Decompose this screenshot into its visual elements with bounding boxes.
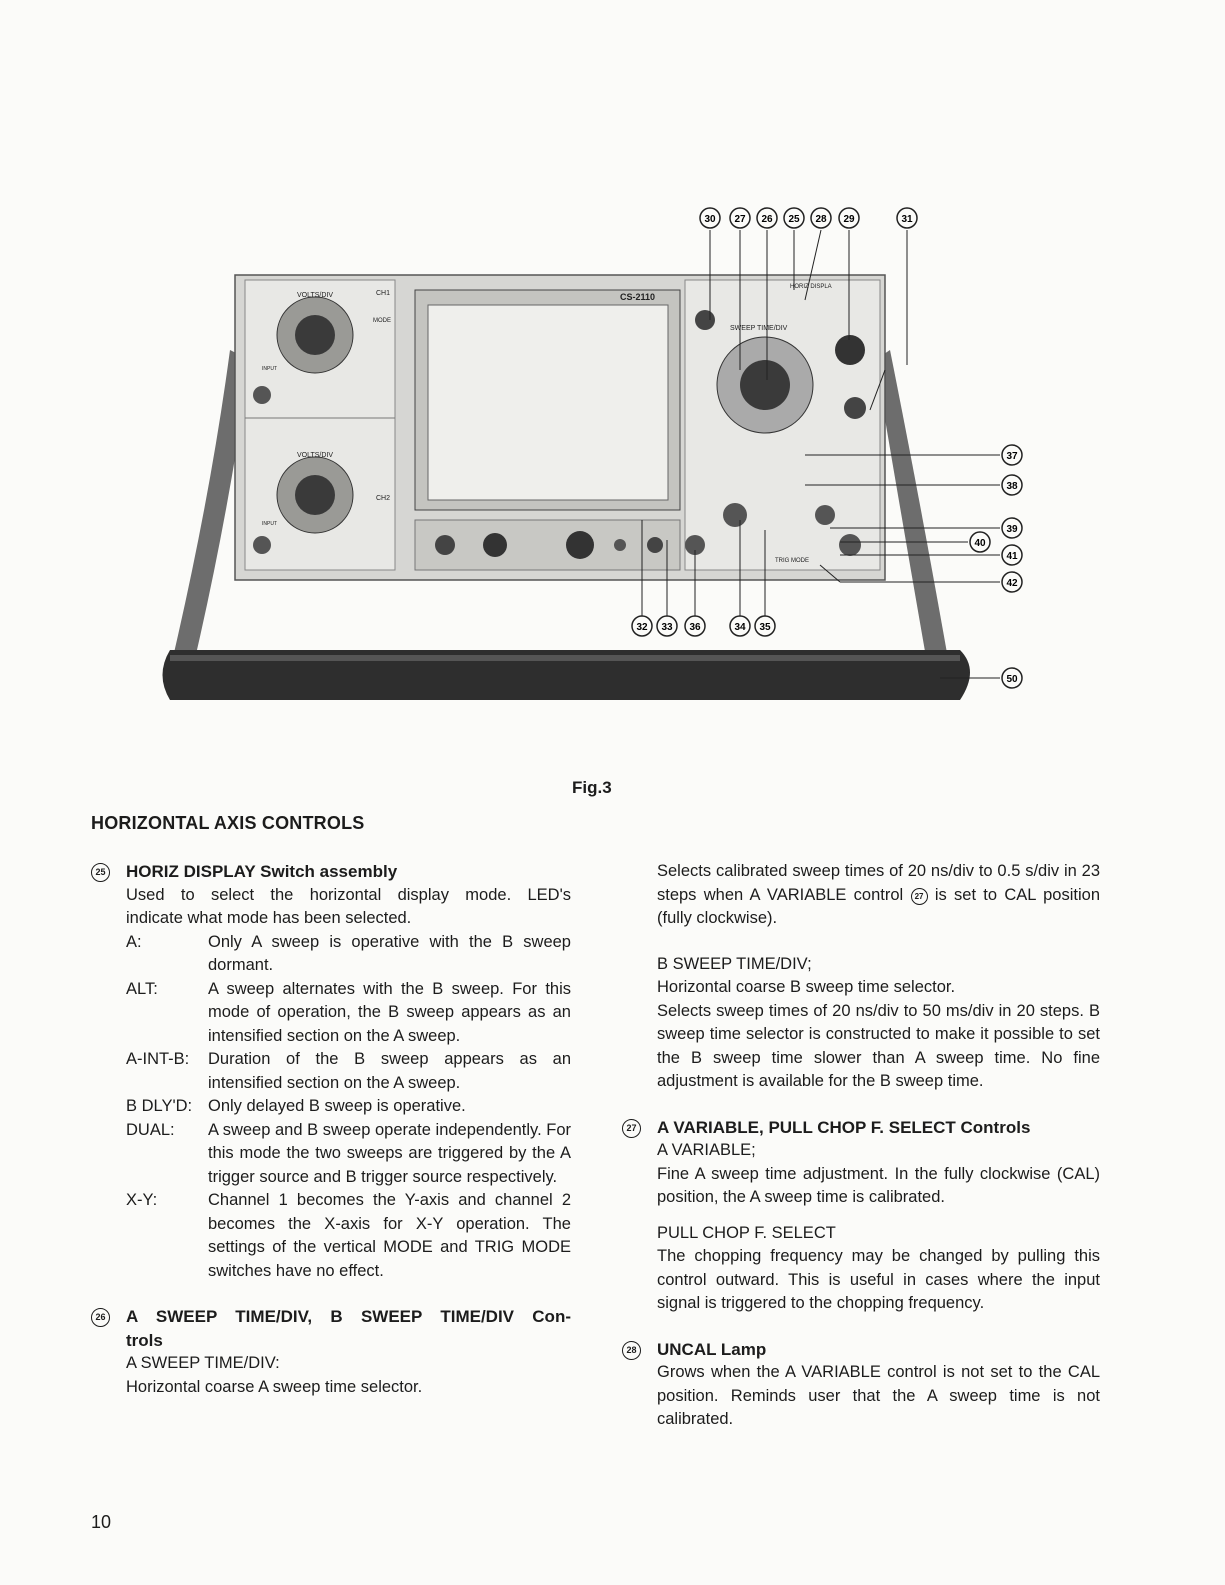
mode-key: X-Y: — [126, 1191, 158, 1209]
crt-screen — [428, 305, 668, 500]
item-25-title: HORIZ DISPLAY Switch assembly — [126, 862, 398, 881]
svg-text:28: 28 — [815, 214, 827, 225]
callout-35 — [755, 616, 775, 636]
svg-text:35: 35 — [759, 622, 771, 633]
a-sweep-text-2: is set to CAL position (fully clockwise). — [657, 885, 1100, 927]
callout-36 — [685, 616, 705, 636]
mode-key: B DLY'D: — [126, 1097, 193, 1115]
callout-40 — [970, 532, 990, 552]
input-label-2: INPUT — [262, 521, 277, 527]
item-27-body-1: Fine A sweep time adjustment. In the fully clockwise (CAL) position, the A sweep time is calibrated. — [657, 1164, 1100, 1206]
item-number-28: 28 — [622, 1341, 641, 1360]
brand-label: CS-2110 — [620, 292, 656, 302]
item-26-subheading: A SWEEP TIME/DIV: — [126, 1354, 280, 1372]
callout-25 — [784, 208, 804, 228]
mode-row-x-y — [126, 1189, 571, 1283]
svg-text:38: 38 — [1006, 481, 1018, 492]
callout-33 — [657, 616, 677, 636]
callout-29 — [839, 208, 859, 228]
b-sweep-body: Selects sweep times of 20 ns/div to 50 ms/div in 20 steps. B sweep time selector is constructed to make it possible to set the B sweep time slower than A sweep time. No fine adjustment is available for the B sweep time. — [657, 1001, 1100, 1090]
mode-row-a-int-b — [126, 1048, 571, 1095]
mode-desc: Duration of the B sweep appears as an intensified section on the A sweep. — [208, 1050, 571, 1092]
item-25 — [91, 860, 571, 1283]
item-26 — [91, 1305, 571, 1399]
input-label-1: INPUT — [262, 366, 277, 372]
callout-37 — [1002, 445, 1022, 465]
item-26-body: Horizontal coarse A sweep time selector. — [126, 1377, 423, 1396]
trig-mode-label: TRIG MODE — [775, 558, 809, 564]
horiz-display-label: HORIZ DISPLA — [790, 284, 832, 290]
svg-text:32: 32 — [636, 622, 648, 633]
ch2-label: CH2 — [376, 495, 391, 502]
item-number-25: 25 — [91, 863, 110, 882]
mode-row-dual — [126, 1119, 571, 1190]
item-28 — [622, 1338, 1100, 1432]
item-number-26: 26 — [91, 1308, 110, 1327]
item-27-body-2: The chopping frequency may be changed by pulling this control outward. This is useful in cases where the input signal is triggered to the chopping frequency. — [657, 1247, 1100, 1312]
item-number-27: 27 — [622, 1119, 641, 1138]
left-column — [91, 860, 571, 1399]
ch2-input-connector — [253, 536, 271, 554]
svg-text:36: 36 — [689, 622, 701, 633]
mode-desc: A sweep alternates with the B sweep. For this mode of operation, the B sweep appears as an intensified section on the A sweep. — [208, 979, 571, 1045]
volts-div-label-1: VOLTS/DIV — [297, 292, 334, 299]
callout-39 — [1002, 518, 1022, 538]
ch1-label: CH1 — [376, 290, 391, 297]
item-26-title-line2: trols — [126, 1330, 163, 1350]
b-sweep-subheading: B SWEEP TIME/DIV; — [657, 954, 812, 973]
page-number: 10 — [91, 1512, 112, 1532]
svg-text:40: 40 — [974, 538, 986, 549]
mode-desc: Only A sweep is operative with the B sweep dormant. — [208, 932, 571, 974]
callout-34 — [730, 616, 750, 636]
oscilloscope-figure — [150, 200, 1050, 730]
right-handle-arm — [875, 350, 950, 680]
svg-text:25: 25 — [788, 214, 800, 225]
mode-key: DUAL: — [126, 1120, 175, 1139]
mode-label: MODE — [373, 318, 391, 324]
volts-div-label-2: VOLTS/DIV — [297, 452, 334, 459]
mode-row-a — [126, 931, 571, 978]
svg-text:37: 37 — [1006, 451, 1018, 462]
item-27 — [622, 1116, 1100, 1316]
item-28-body: Grows when the A VARIABLE control is not set to the CAL position. Reminds user that the A sweep time is not calibrated. — [657, 1363, 1100, 1428]
callout-41 — [1002, 545, 1022, 565]
mode-desc: Channel 1 becomes the Y-axis and channel 2 becomes the X-axis for X-Y operation. The settings of the vertical MODE and TRIG MODE switches have no effect. — [208, 1191, 571, 1280]
mode-desc: Only delayed B sweep is operative. — [208, 1097, 466, 1115]
mode-key: ALT: — [126, 979, 158, 998]
svg-text:39: 39 — [1006, 524, 1018, 535]
a-sweep-text-1: Selects calibrated sweep times of 20 ns/div to 0.5 s/div in 23 steps when A VARIABLE control — [657, 862, 1100, 904]
a-sweep-description — [657, 860, 1100, 931]
item-26-title-line1: A SWEEP TIME/DIV, B SWEEP TIME/DIV Con- — [126, 1307, 571, 1326]
right-column — [622, 860, 1100, 1432]
svg-text:50: 50 — [1006, 674, 1018, 685]
callout-50 — [1002, 668, 1022, 688]
item-25-intro-line1: Used to select the horizontal display mode. LED's — [126, 885, 571, 904]
callout-31 — [897, 208, 917, 228]
svg-text:26: 26 — [761, 214, 773, 225]
item-27-title: A VARIABLE, PULL CHOP F. SELECT Controls — [657, 1117, 1031, 1137]
callout-28 — [811, 208, 831, 228]
svg-text:29: 29 — [843, 214, 855, 225]
b-sweep-line1: Horizontal coarse B sweep time selector. — [657, 978, 956, 996]
callout-30 — [700, 208, 720, 228]
callout-26 — [757, 208, 777, 228]
item-28-title: UNCAL Lamp — [657, 1339, 767, 1359]
mode-desc: A sweep and B sweep operate independently. For this mode the two sweeps are triggered by the A trigger source and B trigger source respectively. — [208, 1120, 571, 1186]
callout-42 — [1002, 572, 1022, 592]
sweep-time-div-label: SWEEP TIME/DIV — [730, 325, 788, 332]
mode-key: A: — [126, 932, 142, 951]
svg-text:41: 41 — [1006, 551, 1018, 562]
svg-text:31: 31 — [901, 214, 913, 225]
svg-text:34: 34 — [734, 622, 746, 633]
ch1-input-connector — [253, 386, 271, 404]
callout-27 — [730, 208, 750, 228]
inline-ref-27: 27 — [911, 888, 928, 905]
section-heading: HORIZONTAL AXIS CONTROLS — [91, 813, 365, 833]
item-27-subheading-2: PULL CHOP F. SELECT — [657, 1223, 836, 1242]
svg-text:30: 30 — [704, 214, 716, 225]
mode-key: A-INT-B: — [126, 1050, 190, 1068]
mode-row-b-dlyd — [126, 1095, 571, 1119]
callout-32 — [632, 616, 652, 636]
mode-row-alt — [126, 978, 571, 1049]
item-25-intro-line2: indicate what mode has been selected. — [126, 909, 412, 927]
svg-text:42: 42 — [1006, 578, 1018, 589]
svg-text:33: 33 — [661, 622, 673, 633]
figure-caption: Fig.3 — [572, 778, 612, 797]
svg-text:27: 27 — [734, 214, 746, 225]
item-27-subheading-1: A VARIABLE; — [657, 1141, 756, 1159]
item-26-continued — [622, 860, 1100, 1094]
oscilloscope-photo — [150, 200, 1050, 730]
callout-38 — [1002, 475, 1022, 495]
